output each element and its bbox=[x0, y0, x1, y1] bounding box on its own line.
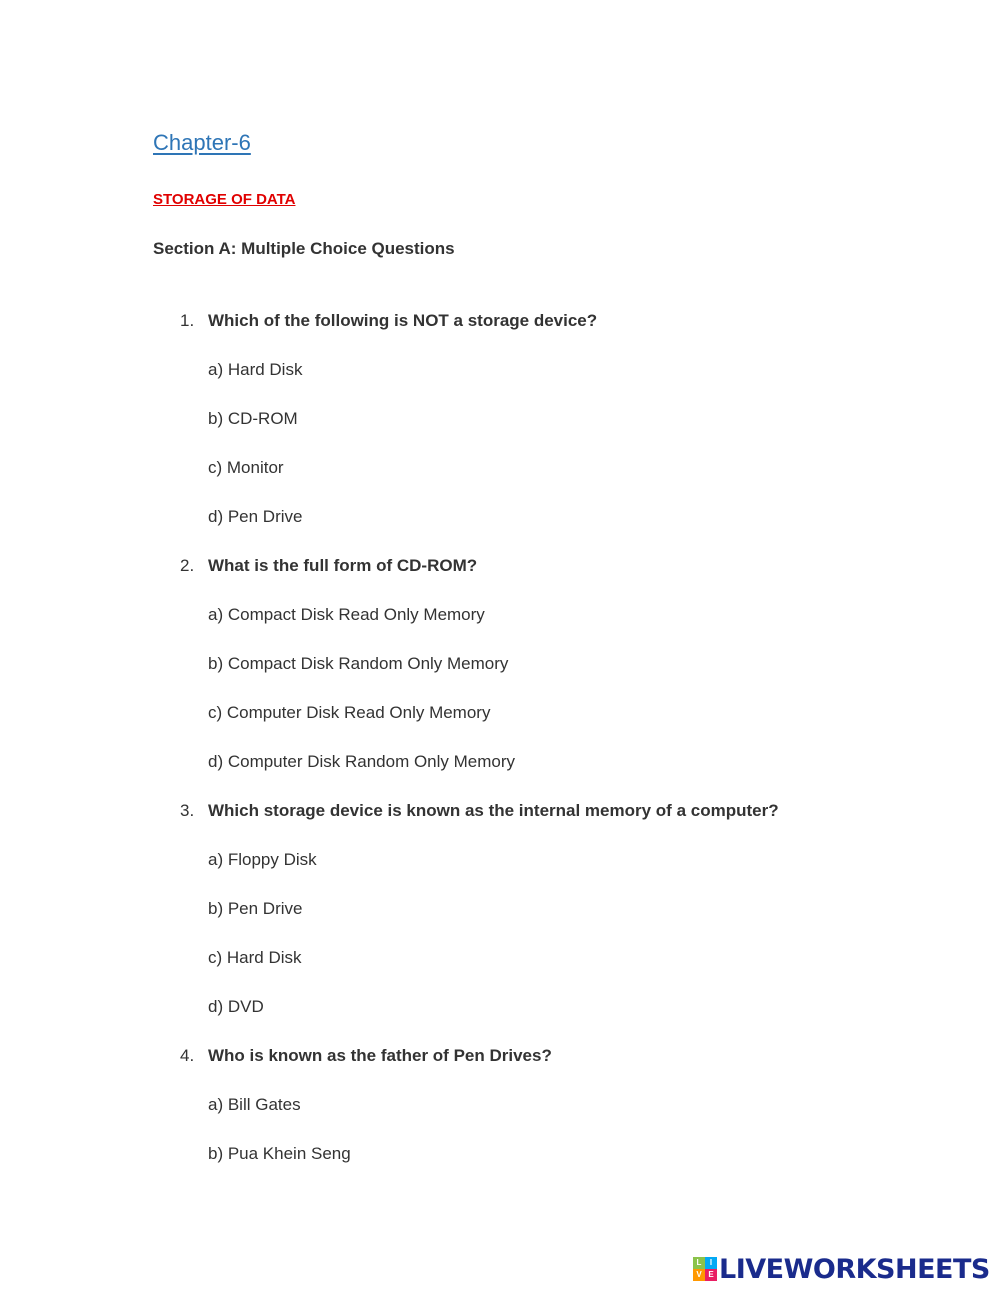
question-text: What is the full form of CD-ROM? bbox=[208, 556, 478, 575]
option-label: c) Hard Disk bbox=[208, 948, 302, 967]
option-label: b) Pua Khein Seng bbox=[208, 1144, 351, 1163]
question-number: 4. bbox=[180, 1046, 195, 1065]
logo-mark-letter: L bbox=[693, 1257, 705, 1269]
option-label: b) Compact Disk Random Only Memory bbox=[208, 654, 509, 673]
option-4b[interactable] bbox=[0, 1143, 1000, 1192]
question-4 bbox=[0, 1045, 1000, 1094]
option-3b[interactable] bbox=[0, 898, 1000, 947]
question-text: Which of the following is NOT a storage device? bbox=[208, 311, 598, 330]
option-label: d) Computer Disk Random Only Memory bbox=[208, 752, 516, 771]
chapter-title-link[interactable]: Chapter-6 bbox=[153, 130, 251, 155]
option-2d[interactable] bbox=[0, 751, 1000, 800]
option-3d[interactable] bbox=[0, 996, 1000, 1045]
option-2b[interactable] bbox=[0, 653, 1000, 702]
question-3 bbox=[0, 800, 1000, 849]
option-label: d) Pen Drive bbox=[208, 507, 303, 526]
option-2a[interactable] bbox=[0, 604, 1000, 653]
option-label: a) Floppy Disk bbox=[208, 850, 317, 869]
question-2 bbox=[0, 555, 1000, 604]
option-label: b) CD-ROM bbox=[208, 409, 298, 428]
chapter-subtitle: STORAGE OF DATA bbox=[153, 191, 296, 208]
liveworksheets-mark-icon bbox=[693, 1257, 717, 1281]
logo-mark-letter: V bbox=[693, 1269, 705, 1281]
option-1a[interactable] bbox=[0, 359, 1000, 408]
option-label: a) Compact Disk Read Only Memory bbox=[208, 605, 485, 624]
logo-mark-letter: E bbox=[705, 1269, 717, 1281]
option-1c[interactable] bbox=[0, 457, 1000, 506]
question-number: 1. bbox=[180, 311, 195, 330]
option-3c[interactable] bbox=[0, 947, 1000, 996]
logo-text: LIVEWORKSHEETS bbox=[719, 1253, 990, 1285]
option-1d[interactable] bbox=[0, 506, 1000, 555]
option-4a[interactable] bbox=[0, 1094, 1000, 1143]
option-3a[interactable] bbox=[0, 849, 1000, 898]
question-text: Which storage device is known as the internal memory of a computer? bbox=[208, 801, 779, 820]
option-1b[interactable] bbox=[0, 408, 1000, 457]
option-label: c) Computer Disk Read Only Memory bbox=[208, 703, 491, 722]
option-label: a) Hard Disk bbox=[208, 360, 303, 379]
option-label: b) Pen Drive bbox=[208, 899, 303, 918]
option-label: c) Monitor bbox=[208, 458, 284, 477]
question-number: 3. bbox=[180, 801, 195, 820]
option-label: a) Bill Gates bbox=[208, 1095, 301, 1114]
option-label: d) DVD bbox=[208, 997, 264, 1016]
logo-mark-letter: I bbox=[705, 1257, 717, 1269]
section-heading: Section A: Multiple Choice Questions bbox=[153, 239, 455, 258]
question-number: 2. bbox=[180, 556, 195, 575]
option-2c[interactable] bbox=[0, 702, 1000, 751]
question-list bbox=[0, 310, 1000, 1192]
question-text: Who is known as the father of Pen Drives? bbox=[208, 1046, 552, 1065]
question-1 bbox=[0, 310, 1000, 359]
liveworksheets-logo bbox=[693, 1253, 990, 1285]
